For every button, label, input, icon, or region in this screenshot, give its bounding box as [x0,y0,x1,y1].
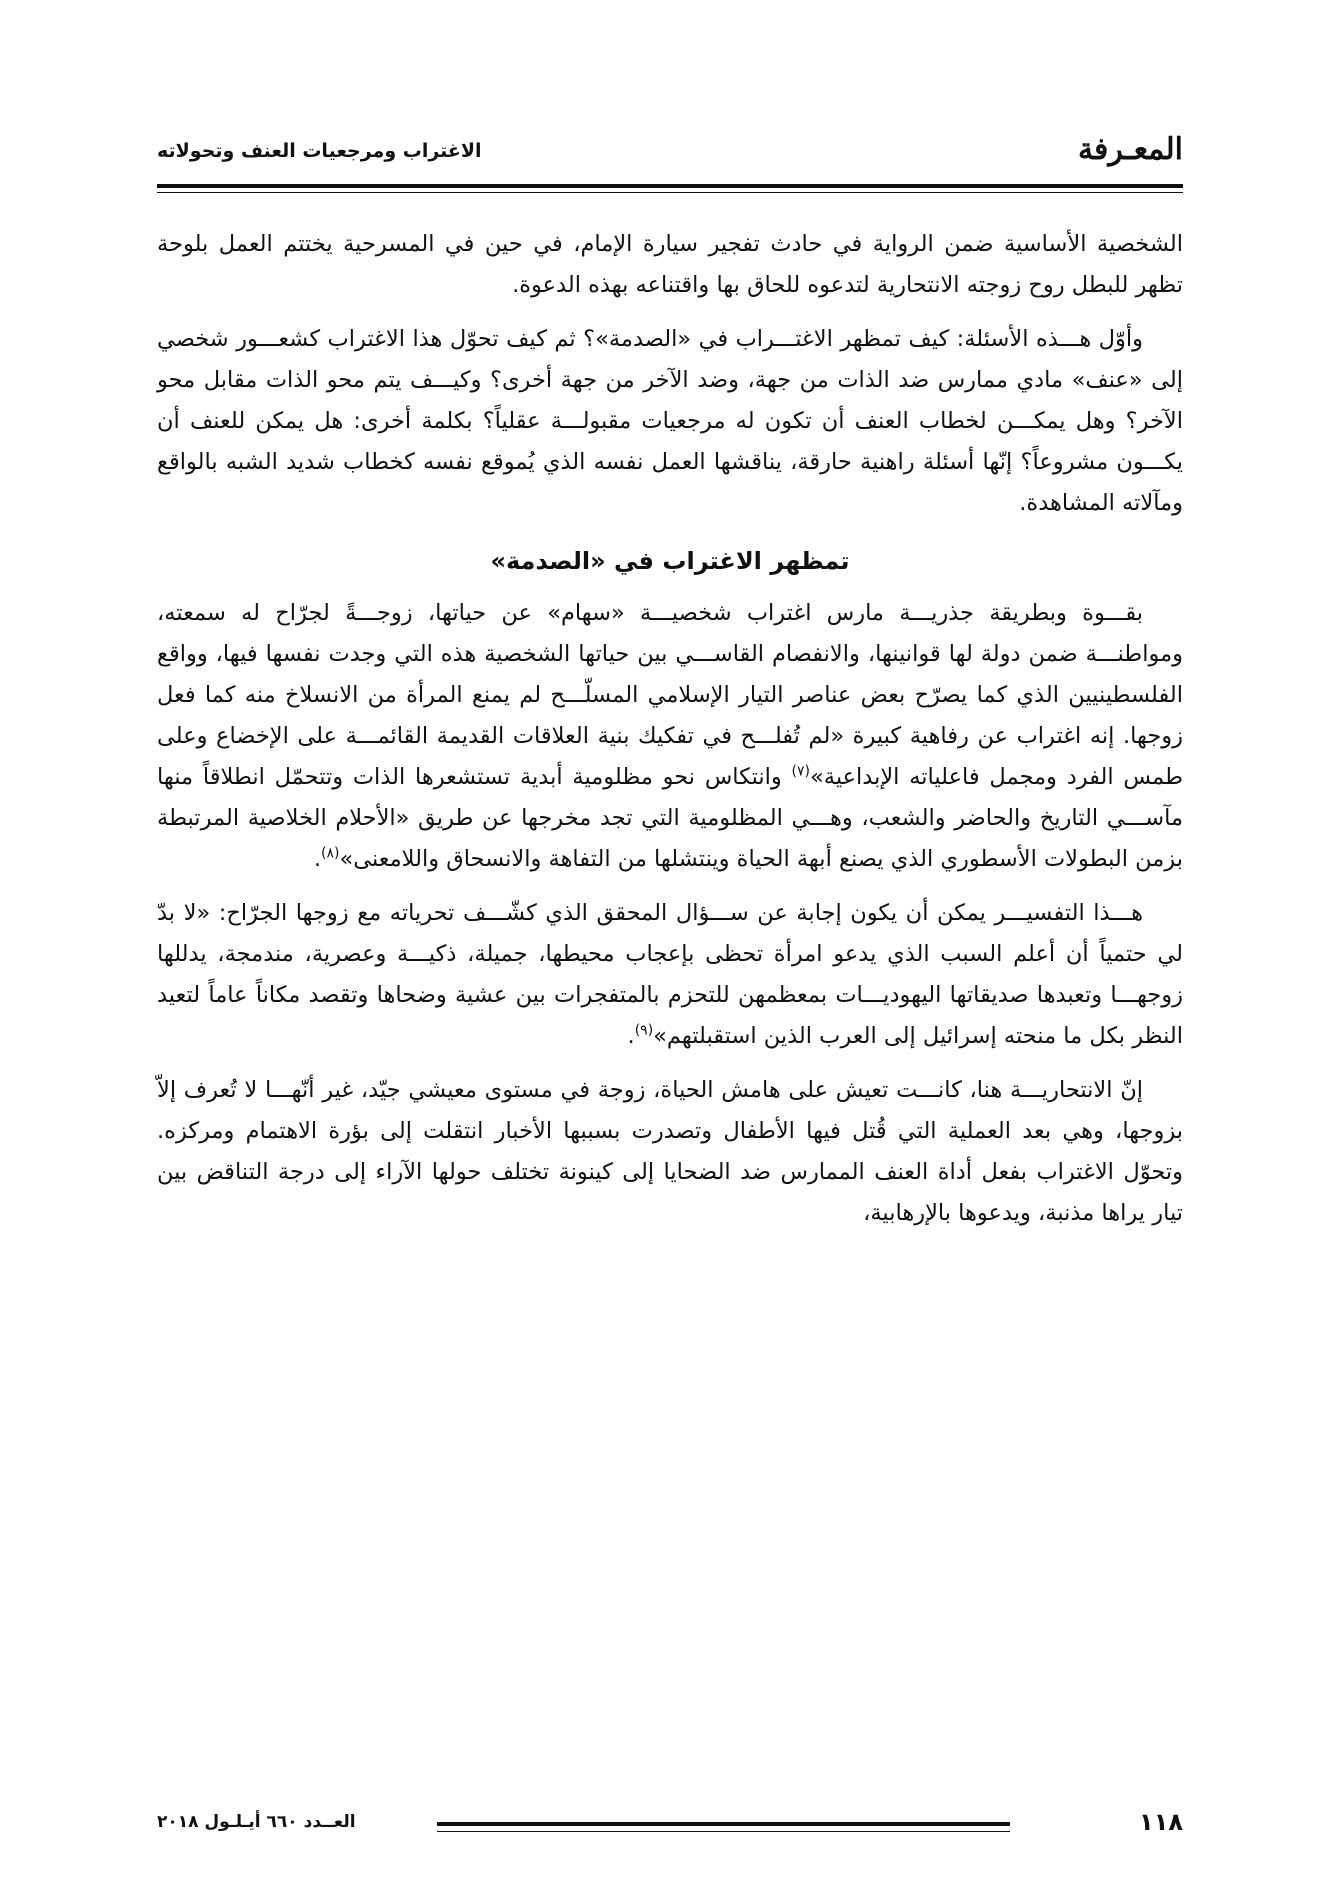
footer-divider [437,1822,1010,1826]
section-paragraph-1 [157,593,1183,880]
section-paragraph-1-end: . [313,846,321,872]
section-paragraph-3: إنّ الانتحاريـــة هنا، كانـــت تعيش على هامش الحياة، زوجة في مستوى معيشي جيّد، غير أنّهـــا لا تُعرف إلاّ بزوجها، وهي بعد العملية التي قُتل فيها الأطفال وتصدرت بسببها الأخبار انتقلت إلى بؤرة الاهتمام ومركزه. وتحوّل الاغتراب بفعل أداة العنف الممارس ضد الضحايا إلى كينونة تختلف حولها الآراء إلى درجة التناقض بين تيار يراها مذنبة، ويدعوها بالإرهابية، [157,1077,1183,1226]
page-footer [157,1808,1183,1848]
footnote-ref-7: (٧) [791,763,810,780]
header-divider-thin [157,192,1183,193]
section-paragraph-2 [157,893,1183,1057]
section-paragraph-1-text-a: بقـــوة وبطريقة جذريـــة مارس اغتراب شخصيـــة «سهام» عن حياتها، زوجـــةً لجرّاح له سمعته، ومواطنـــة ضمن دولة لها قوانينها، والانفصام القاســـي بين حياتها الشخصية هذه التي وجدت نفسها فيها، وواقع الفلسطينيين الذي كما يصرّح بعض عناصر التيار الإسلامي المسلّـــح لم يمنع المرأة من الانسلاخ منه كما فعل زوجها. إنه اغتراب عن رفاهية كبيرة «لم تُفلـــح في تفكيك بنية العلاقات القديمة القائمـــة على الإخضاع وعلى طمس الفرد ومجمل فاعلياته الإبداعية» [157,600,1183,790]
paragraph-2: وأوّل هـــذه الأسئلة: كيف تمظهر الاغتـــراب في «الصدمة»؟ ثم كيف تحوّل هذا الاغتراب كشعـــور شخصي إلى «عنف» مادي ممارس ضد الذات من جهة، وضد الآخر من جهة أخرى؟ وكيـــف يتم محو الذات مقابل محو الآخر؟ وهل يمكـــن لخطاب العنف أن تكون له مرجعيات مقبولـــة عقلياً؟ بكلمة أخرى: هل يمكن للعنف أن يكـــون مشروعاً؟ إنّها أسئلة راهنية حارقة، يناقشها العمل نفسه الذي يُموقع نفسه كخطاب شديد الشبه بالواقع ومآلاته المشاهدة. [157,326,1183,516]
section-heading: تمظهر الاغتراب في «الصدمة» [490,547,850,575]
header-divider [157,184,1183,188]
footer-divider-thin [437,1831,1010,1832]
article-body [157,224,1183,1234]
section-paragraph-2-end: . [627,1023,635,1049]
paragraph-1: الشخصية الأساسية ضمن الرواية في حادث تفجير سيارة الإمام، في حين في المسرحية يختتم العمل بلوحة تظهر للبطل روح زوجته الانتحارية لتدعوه للحاق بها واقتناعه بهذه الدعوة. [157,231,1183,298]
page-number: ١١٨ [1139,1808,1183,1836]
section-paragraph-1-text-b: وانتكاس نحو مظلومية أبدية تستشعرها الذات وتتحمّل انطلاقاً منها مآســـي التاريخ والحاضر والشعب، وهـــي المظلومية التي تجد مخرجها عن طريق «الأحلام الخلاصية المرتبطة بزمن البطولات الأسطوري الذي يصنع أبهة الحياة وينتشلها من التفاهة والانسحاق واللامعنى» [157,764,1183,872]
page-header [157,118,1183,184]
section-paragraph-2-text: هـــذا التفسيـــر يمكن أن يكون إجابة عن ســـؤال المحقق الذي كشّـــف تحرياته مع زوجها الجرّاح: «لا بدّ لي حتمياً أن أعلم السبب الذي يدعو امرأة تحظى بإعجاب محيطها، جميلة، ذكيـــة وعصرية، مندمجة، يدللها زوجهـــا وتعبدها صديقاتها اليهوديـــات بمعظمهن للتحزم بالمتفجرات بين عشية وضحاها وتقصد مكاناً عاماً لتعيد النظر بكل ما منحته إسرائيل إلى العرب الذين استقبلتهم» [157,900,1183,1049]
footnote-ref-9: (٩) [634,1022,654,1039]
running-title: الاغتراب ومرجعيات العنف وتحولاته [157,140,482,162]
issue-info: العــدد ٦٦٠ أيـلـول ٢٠١٨ [157,1812,356,1832]
journal-logo: المعـرفة [1077,132,1183,167]
footnote-ref-8: (٨) [321,845,340,862]
